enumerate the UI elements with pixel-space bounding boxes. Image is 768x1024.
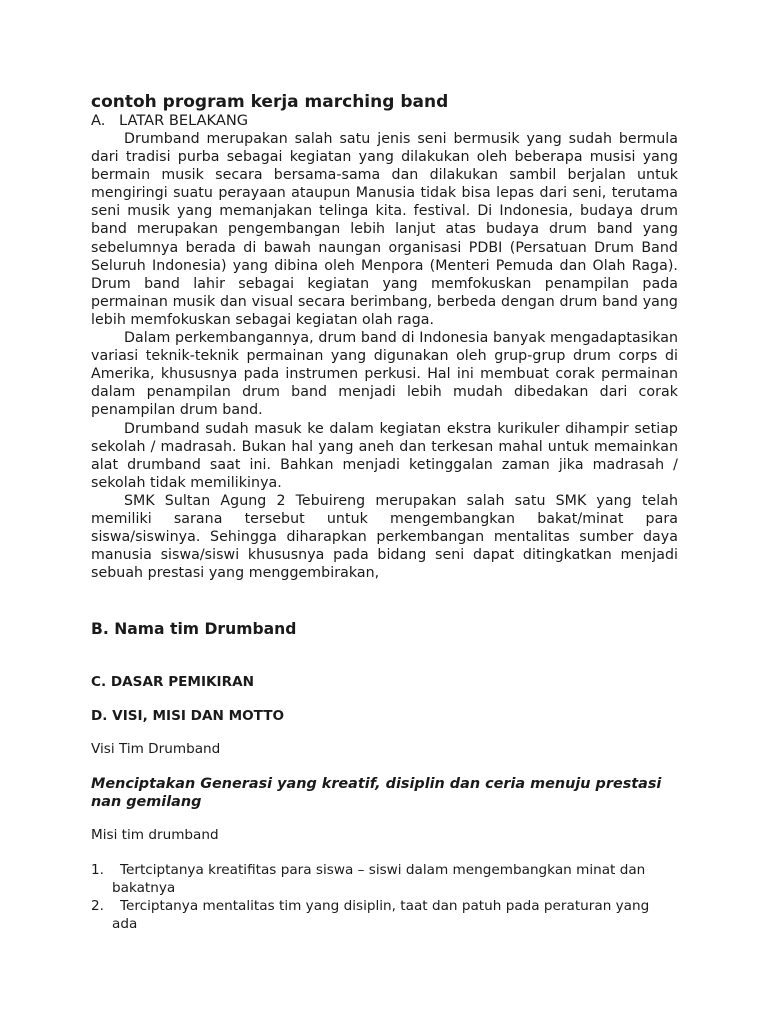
section-a-number: A. <box>91 112 106 129</box>
misi-item-number: 2. <box>91 898 104 914</box>
misi-item-1 <box>91 862 678 897</box>
document-title: contoh program kerja marching band <box>91 92 449 112</box>
section-c-heading: C. DASAR PEMIKIRAN <box>91 674 254 690</box>
paragraph-2: Dalam perkembangannya, drum band di Indonesia banyak mengadaptasikan variasi teknik-teknik permainan yang digunakan oleh grup-grup drum corps di Amerika, khususnya pada instrumen perkusi. Hal ini membuat corak permainan dalam penampilan drum band menjadi lebih mudah dibedakan dari corak penampilan drum band. <box>91 330 678 419</box>
paragraph-4: SMK Sultan Agung 2 Tebuireng merupakan salah satu SMK yang telah memiliki sarana tersebut untuk mengembangkan bakat/minat para siswa/siswinya. Sehingga diharapkan perkembangan mentalitas sumber daya manusia siswa/siswi khususnya pada bidang seni dapat ditingkatkan menjadi sebuah prestasi yang menggembirakan, <box>91 492 678 582</box>
misi-item-2 <box>91 898 678 933</box>
section-b-heading: B. Nama tim Drumband <box>91 620 297 638</box>
misi-item-number: 1. <box>91 862 104 878</box>
misi-label: Misi tim drumband <box>91 827 219 843</box>
misi-item-text: Tertciptanya kreatifitas para siswa – siswi dalam mengembangkan minat dan bakatnya <box>112 862 646 896</box>
paragraph-3: Drumband sudah masuk ke dalam kegiatan ekstra kurikuler dihampir setiap sekolah / madrasah. Bukan hal yang aneh dan terkesan mahal untuk memainkan alat drumband saat ini. Bahkan menjadi ketinggalan zaman jika madrasah / sekolah tidak memilikinya. <box>91 420 678 491</box>
section-a-heading <box>91 112 678 130</box>
visi-label: Visi Tim Drumband <box>91 741 221 757</box>
section-d-heading: D. VISI, MISI DAN MOTTO <box>91 708 285 724</box>
paragraph-1: Drumband merupakan salah satu jenis seni bermusik yang sudah bermula dari tradisi purba sebagai kegiatan yang dilakukan oleh beberapa musisi yang bermain musik secara bersama-sama dan dilakukan sambil berjalan untuk mengiringi suatu perayaan ataupun Manusia tidak bisa lepas dari seni, terutama seni musik yang memanjakan telinga kita. festival. Di Indonesia, budaya drum band merupakan pengembangan lebih lanjut atas budaya drum band yang sebelumnya berada di bawah naungan organisasi PDBI (Persatuan Drum Band Seluruh Indonesia) yang dibina oleh Menpora (Menteri Pemuda dan Olah Raga). Drum band lahir sebagai kegiatan yang memfokuskan penampilan pada permainan musik dan visual secara berimbang, berbeda dengan drum band yang lebih memfokuskan sebagai kegiatan olah raga. <box>91 131 678 328</box>
section-a-title: LATAR BELAKANG <box>119 112 249 129</box>
misi-item-text: Terciptanya mentalitas tim yang disiplin, taat dan patuh pada peraturan yang ada <box>112 898 650 932</box>
visi-text: Menciptakan Generasi yang kreatif, disiplin dan ceria menuju prestasi nan gemilang <box>91 776 662 810</box>
misi-list <box>91 862 678 934</box>
document-page <box>91 92 678 932</box>
